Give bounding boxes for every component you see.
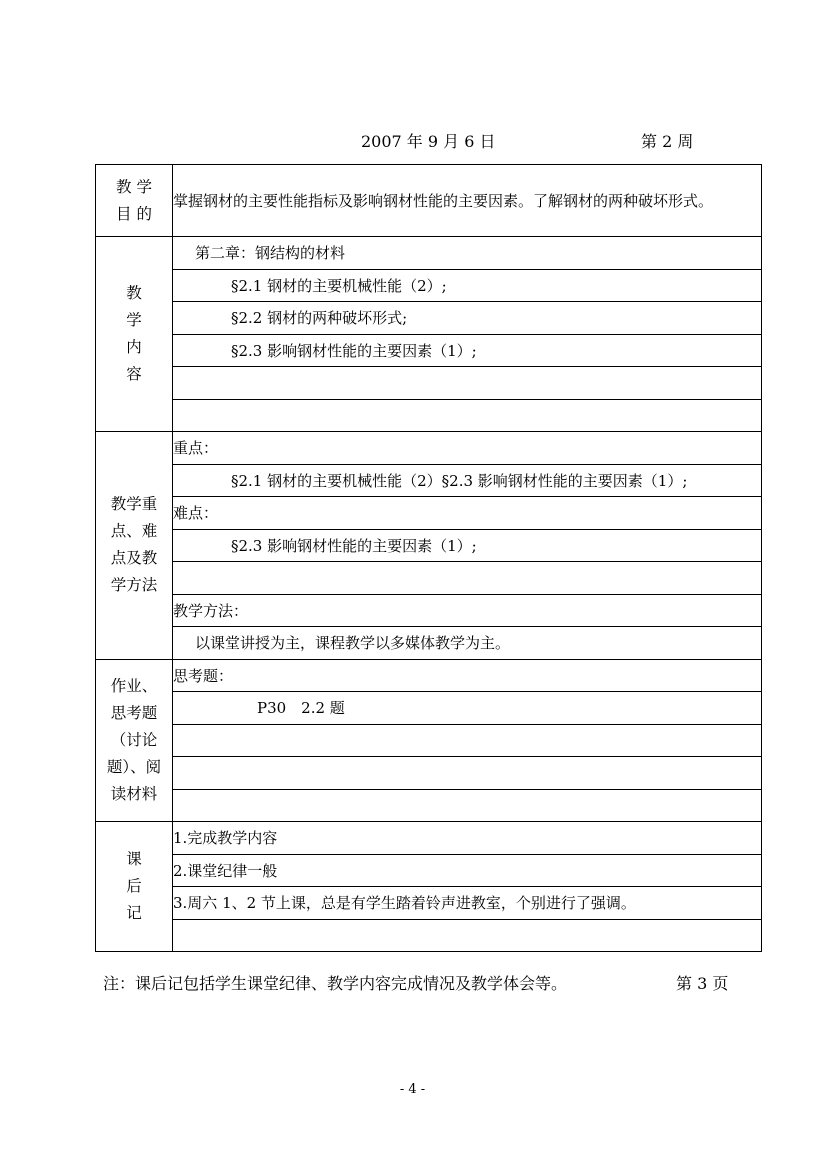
afterclass-item [173, 919, 762, 952]
difficulty-item: §2.3 影响钢材性能的主要因素（1）; [173, 529, 762, 562]
label-line: 教学重 [110, 495, 158, 514]
content-label [96, 237, 173, 432]
goal-label [96, 165, 173, 237]
keypoints-label [96, 432, 173, 660]
homework-blank [173, 789, 762, 822]
afterclass-item: 3.周六 1、2 节上课，总是有学生踏着铃声进教室，个别进行了强调。 [173, 887, 762, 920]
label-line: 教 [126, 284, 142, 302]
afterclass-item: 1.完成教学内容 [173, 822, 762, 855]
label-line: 读材料 [110, 784, 158, 803]
label-line: 内 [126, 338, 142, 356]
homework-item: P30 2.2 题 [173, 692, 762, 725]
label-line: 题）、阅 [106, 757, 162, 776]
label-line: 点及教 [110, 549, 158, 568]
content-row [96, 237, 762, 270]
afterclass-item: 2.课堂纪律一般 [173, 854, 762, 887]
keypoints-item: §2.1 钢材的主要机械性能（2）§2.3 影响钢材性能的主要因素（1）; [173, 464, 762, 497]
label-line: 学 [126, 311, 142, 329]
label-line: 点、难 [110, 522, 158, 541]
content-item [173, 367, 762, 400]
content-item: §2.3 影响钢材性能的主要因素（1）; [173, 334, 762, 367]
label-line: 容 [126, 365, 142, 383]
label-line: 学方法 [110, 576, 158, 595]
homework-blank [173, 724, 762, 757]
homework-blank [173, 757, 762, 790]
lesson-week: 第 2 周 [641, 132, 694, 151]
keypoints-blank [173, 562, 762, 595]
label-line: 思考题 [110, 703, 158, 722]
label-line: 后 [126, 877, 142, 895]
content-chapter: 第二章：钢结构的材料 [173, 237, 762, 270]
homework-heading: 思考题： [173, 659, 762, 692]
difficulty-heading: 难点： [173, 497, 762, 530]
label-line: 目 的 [116, 204, 152, 223]
lesson-date: 2007 年 9 月 6 日 [361, 132, 496, 151]
goal-text: 掌握钢材的主要性能指标及影响钢材性能的主要因素。了解钢材的两种破坏形式。 [173, 165, 762, 237]
label-line: 记 [126, 904, 142, 922]
method-heading: 教学方法： [173, 594, 762, 627]
label-line: （讨论 [110, 730, 158, 749]
content-item: §2.1 钢材的主要机械性能（2）; [173, 269, 762, 302]
lesson-plan-table [95, 164, 762, 952]
afterclass-label [96, 822, 173, 952]
page-reference: 第 3 页 [676, 974, 729, 993]
content-item: §2.2 钢材的两种破坏形式; [173, 302, 762, 335]
keypoints-heading: 重点： [173, 432, 762, 465]
footer-note: 注：课后记包括学生课堂纪律、教学内容完成情况及教学体会等。 [103, 974, 568, 993]
label-line: 课 [126, 850, 142, 868]
homework-label [96, 659, 173, 822]
content-item [173, 399, 762, 432]
label-line: 作业、 [110, 676, 158, 695]
goal-row [96, 165, 762, 237]
page-number: - 4 - [399, 1082, 426, 1097]
method-item: 以课堂讲授为主，课程教学以多媒体教学为主。 [173, 627, 762, 660]
label-line: 教 学 [116, 177, 152, 196]
